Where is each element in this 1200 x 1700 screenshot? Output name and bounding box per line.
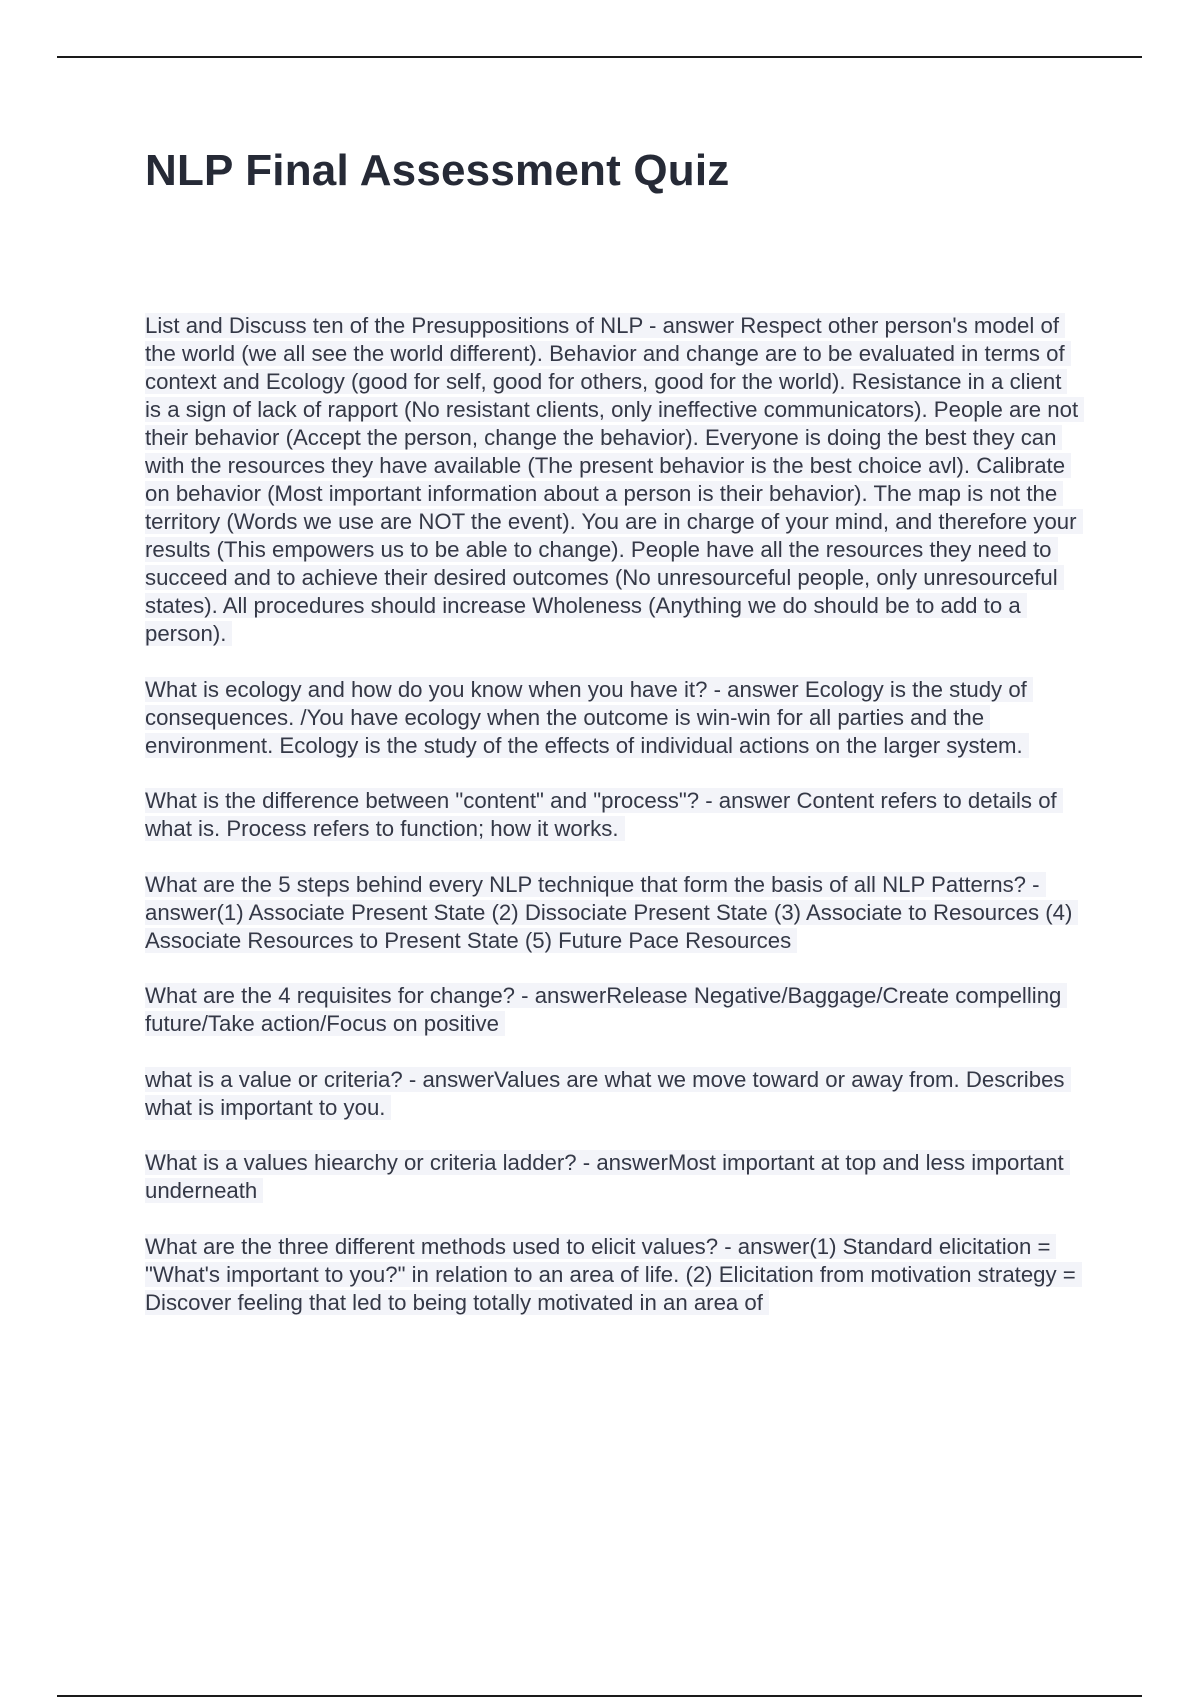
qa-entry [145,871,1080,955]
qa-entry [145,312,1080,648]
qa-entry [145,1066,1080,1122]
quiz-content [145,312,1080,1344]
page-title: NLP Final Assessment Quiz [145,146,730,195]
qa-text: What are the 5 steps behind every NLP technique that form the basis of all NLP Patterns? - answer(1) Associate Present State (2) Dissociate Present State (3) Associate to Resources (4) Associate Resources to Present State (5) Future Pace Resources [145,872,1078,953]
qa-entry [145,1149,1080,1205]
qa-text: What are the three different methods used to elicit values? - answer(1) Standard elicitation = "What's important to you?" in relation to an area of life. (2) Elicitation from motivation strategy = Discover feeling that led to being totally motivated in an area of [145,1234,1082,1315]
qa-text: What is ecology and how do you know when you have it? - answer Ecology is the study of consequences. /You have ecology when the outcome is win-win for all parties and the environment. Ecology is the study of the effects of individual actions on the larger system. [145,677,1033,758]
bottom-divider [57,1695,1142,1697]
qa-text: List and Discuss ten of the Presuppositions of NLP - answer Respect other person's model of the world (we all see the world different). Behavior and change are to be evaluated in terms of context and Ecology (good for self, good for others, good for the world). Resistance in a client is a sign of lack of rapport (No resistant clients, only ineffective communicators). People are not their behavior (Accept the person, change the behavior). Everyone is doing the best they can with the resources they have available (The present behavior is the best choice avl). Calibrate on behavior (Most important information about a person is their behavior). The map is not the territory (Words we use are NOT the event). You are in charge of your mind, and therefore your results (This empowers us to be able to change). People have all the resources they need to succeed and to achieve their desired outcomes (No unresourceful people, only unresourceful states). All procedures should increase Wholeness (Anything we do should be to add to a person). [145,313,1084,646]
qa-entry [145,982,1080,1038]
qa-text: What are the 4 requisites for change? - answerRelease Negative/Baggage/Create compelling future/Take action/Focus on positive [145,983,1067,1036]
qa-entry [145,1233,1080,1317]
qa-entry [145,676,1080,760]
qa-text: What is the difference between "content" and "process"? - answer Content refers to details of what is. Process refers to function; how it works. [145,788,1063,841]
qa-text: what is a value or criteria? - answerValues are what we move toward or away from. Describes what is important to you. [145,1067,1071,1120]
qa-text: What is a values hiearchy or criteria ladder? - answerMost important at top and less important underneath [145,1150,1070,1203]
top-divider [57,56,1142,58]
qa-entry [145,787,1080,843]
